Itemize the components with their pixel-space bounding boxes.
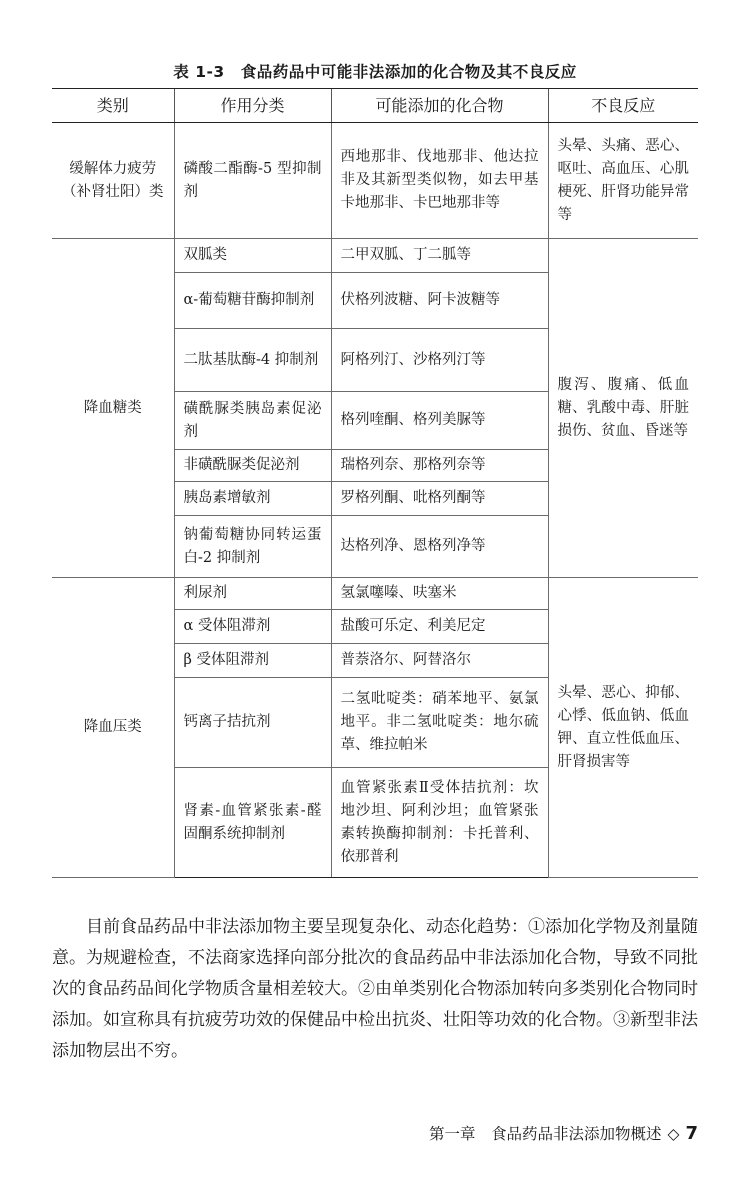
action-class-cell: 非磺酰脲类促泌剂 (174, 450, 331, 482)
adverse-reaction-cell: 头晕、恶心、抑郁、心悸、低血钠、低血钾、直立性低血压、肝肾损害等 (548, 578, 698, 878)
action-class-cell: 钠葡萄糖协同转运蛋白-2 抑制剂 (174, 516, 331, 578)
adverse-reaction-cell: 头晕、头痛、恶心、呕吐、高血压、心肌梗死、肝肾功能异常等 (548, 123, 698, 239)
compounds-cell: 二氢吡啶类：硝苯地平、氨氯地平。非二氢吡啶类：地尔硫䓬、维拉帕米 (331, 678, 548, 768)
adverse-reaction-cell: 腹泻、腹痛、低血糖、乳酸中毒、肝脏损伤、贫血、昏迷等 (548, 239, 698, 578)
compounds-cell: 瑞格列奈、那格列奈等 (331, 450, 548, 482)
page-footer (429, 1122, 698, 1144)
header-category: 类别 (52, 89, 174, 123)
additives-table (52, 88, 698, 878)
compounds-cell: 罗格列酮、吡格列酮等 (331, 482, 548, 516)
action-class-cell: α 受体阻滞剂 (174, 610, 331, 644)
header-action-class: 作用分类 (174, 89, 331, 123)
action-class-cell: β 受体阻滞剂 (174, 644, 331, 678)
category-cell: 缓解体力疲劳（补肾壮阳）类 (52, 123, 174, 239)
compounds-cell: 阿格列汀、沙格列汀等 (331, 329, 548, 392)
table-row (52, 239, 698, 273)
action-class-cell: 磷酸二酯酶-5 型抑制剂 (174, 123, 331, 239)
diamond-icon: ◇ (667, 1125, 680, 1143)
compounds-cell: 达格列净、恩格列净等 (331, 516, 548, 578)
action-class-cell: 利尿剂 (174, 578, 331, 610)
compounds-cell: 氢氯噻嗪、呋塞米 (331, 578, 548, 610)
compounds-cell: 血管紧张素Ⅱ受体拮抗剂：坎地沙坦、阿利沙坦；血管紧张素转换酶抑制剂：卡托普利、依那普利 (331, 768, 548, 878)
table-caption: 表 1-3 食品药品中可能非法添加的化合物及其不良反应 (173, 63, 577, 81)
body-paragraph: 目前食品药品中非法添加物主要呈现复杂化、动态化趋势：①添加化学物及剂量随意。为规避检查，不法商家选择向部分批次的食品药品中非法添加化合物，导致不同批次的食品药品间化学物质含量相差较大。②由单类别化合物添加转向多类别化合物同时添加。如宣称具有抗疲劳功效的保健品中检出抗炎、壮阳等功效的化合物。③新型非法添加物层出不穷。 (52, 917, 698, 1061)
action-class-cell: 肾素-血管紧张素-醛固酮系统抑制剂 (174, 768, 331, 878)
action-class-cell: 磺酰脲类胰岛素促泌剂 (174, 392, 331, 450)
action-class-cell: 双胍类 (174, 239, 331, 273)
compounds-cell: 盐酸可乐定、利美尼定 (331, 610, 548, 644)
category-cell: 降血糖类 (52, 239, 174, 578)
table-row (52, 578, 698, 610)
compounds-cell: 格列喹酮、格列美脲等 (331, 392, 548, 450)
table-row (52, 123, 698, 239)
compounds-cell: 伏格列波糖、阿卡波糖等 (331, 273, 548, 329)
page-number: 7 (685, 1123, 698, 1144)
compounds-cell: 普萘洛尔、阿替洛尔 (331, 644, 548, 678)
chapter-title: 第一章 食品药品非法添加物概述 (429, 1125, 662, 1143)
compounds-cell: 二甲双胍、丁二胍等 (331, 239, 548, 273)
body-text (52, 912, 698, 1067)
action-class-cell: 胰岛素增敏剂 (174, 482, 331, 516)
action-class-cell: 钙离子拮抗剂 (174, 678, 331, 768)
compounds-cell: 西地那非、伐地那非、他达拉非及其新型类似物，如去甲基卡地那非、卡巴地那非等 (331, 123, 548, 239)
action-class-cell: α-葡萄糖苷酶抑制剂 (174, 273, 331, 329)
header-adverse-reaction: 不良反应 (548, 89, 698, 123)
action-class-cell: 二肽基肽酶-4 抑制剂 (174, 329, 331, 392)
category-cell: 降血压类 (52, 578, 174, 878)
header-compounds: 可能添加的化合物 (331, 89, 548, 123)
table-header-row (52, 89, 698, 123)
